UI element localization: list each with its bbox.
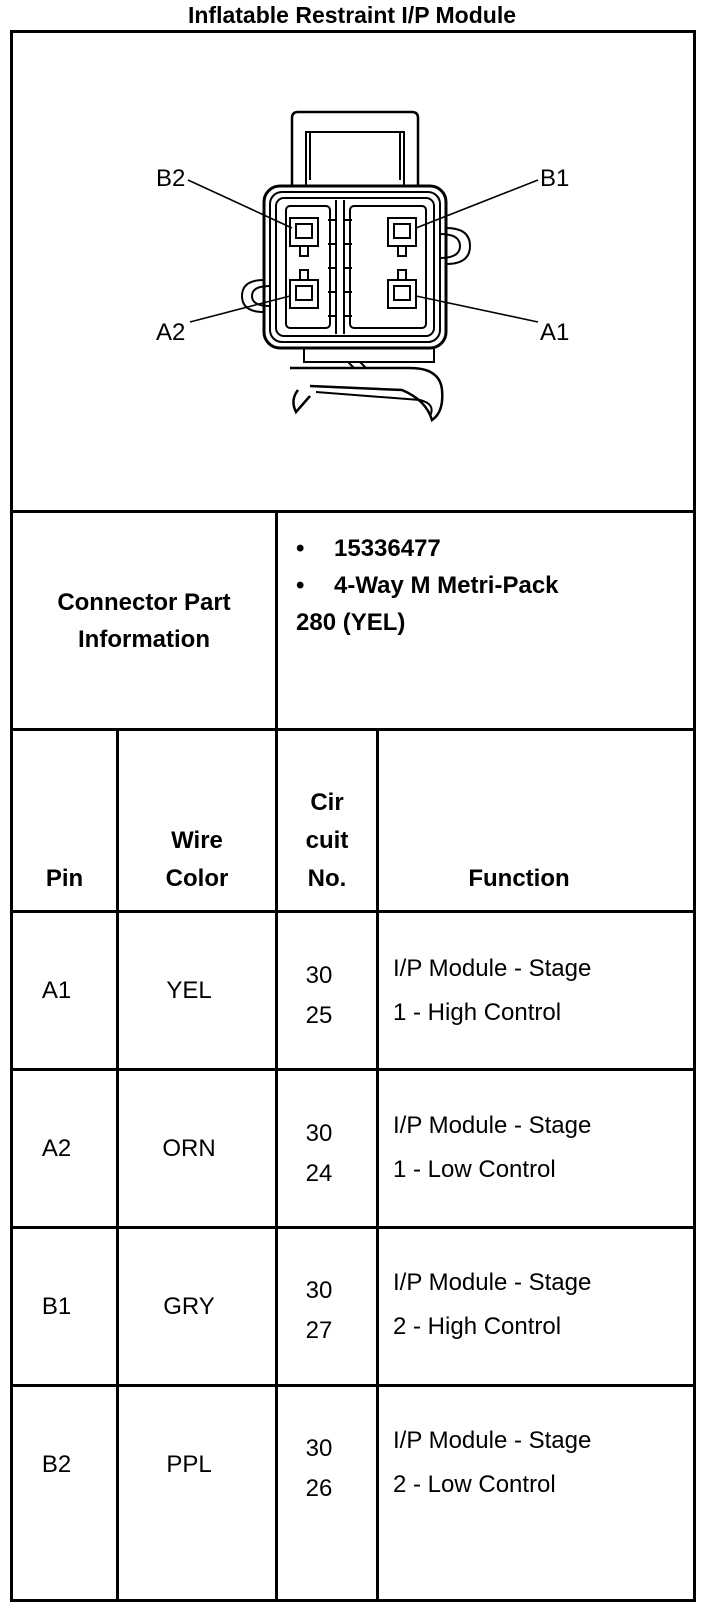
header-wire-line2: Color [165, 865, 229, 892]
connector-face-icon [140, 100, 600, 450]
header-circuit-line3: No. [307, 865, 347, 892]
connector-type-item [296, 567, 676, 604]
wire-color-cell: PPL [166, 1450, 212, 1478]
circuit-line1: 30 [305, 1277, 333, 1304]
function-cell [393, 947, 683, 1035]
connector-type-line2: 280 (YEL) [296, 609, 406, 636]
divider [10, 728, 696, 731]
wire-color-cell: GRY [163, 1292, 215, 1320]
connector-diagram [140, 100, 600, 450]
divider [10, 1226, 696, 1229]
circuit-line2: 26 [305, 1475, 333, 1502]
pin-cell: B1 [41, 1292, 72, 1320]
function-line2: 1 - High Control [393, 999, 562, 1026]
header-wire-line1: Wire [171, 827, 223, 854]
circuit-line2: 27 [305, 1317, 333, 1344]
connector-part-label [13, 513, 275, 728]
wire-color-cell: ORN [162, 1134, 216, 1162]
function-line1: I/P Module - Stage [393, 1427, 592, 1454]
divider [10, 1068, 696, 1071]
pin-cell: A2 [41, 1134, 72, 1162]
pin-cell: B2 [41, 1450, 72, 1478]
pin-label-b1: B1 [540, 165, 570, 192]
header-circuit-line1: Cir [310, 789, 344, 816]
pin-label-a1: A1 [540, 319, 570, 346]
header-circuit-line2: cuit [305, 827, 349, 854]
bullet-icon: • [296, 572, 305, 599]
header-function: Function [468, 865, 570, 892]
part-number: 15336477 [334, 535, 441, 562]
circuit-cell [278, 931, 360, 1061]
header-circuit-no [278, 784, 376, 898]
function-cell [393, 1419, 683, 1507]
function-line1: I/P Module - Stage [393, 1269, 592, 1296]
connector-part-label-line1: Connector Part [57, 588, 231, 616]
pin-label-a2: A2 [156, 319, 186, 346]
circuit-line1: 30 [305, 1435, 333, 1462]
circuit-line2: 24 [305, 1160, 333, 1187]
function-line2: 2 - Low Control [393, 1471, 556, 1498]
circuit-cell [278, 1404, 360, 1534]
bullet-icon: • [296, 535, 305, 562]
circuit-line2: 25 [305, 1002, 333, 1029]
function-cell [393, 1104, 683, 1192]
wire-color-cell: YEL [166, 976, 212, 1004]
circuit-cell [278, 1089, 360, 1219]
function-line2: 1 - Low Control [393, 1156, 556, 1183]
circuit-cell [278, 1246, 360, 1376]
function-cell [393, 1261, 683, 1349]
function-line2: 2 - High Control [393, 1313, 562, 1340]
pin-cell: A1 [41, 976, 72, 1004]
connector-type-line1: 4-Way M Metri-Pack [334, 572, 559, 599]
circuit-line1: 30 [305, 1120, 333, 1147]
connector-part-label-line2: Information [78, 625, 210, 653]
pin-label-b2: B2 [156, 165, 186, 192]
part-number-item [296, 530, 676, 567]
header-wire-color [119, 822, 275, 898]
divider [10, 1384, 696, 1387]
header-pin: Pin [45, 865, 84, 892]
page-title: Inflatable Restraint I/P Module [187, 2, 517, 28]
connector-part-values [296, 530, 676, 641]
function-line1: I/P Module - Stage [393, 1112, 592, 1139]
function-line1: I/P Module - Stage [393, 955, 592, 982]
divider [10, 910, 696, 913]
circuit-line1: 30 [305, 962, 333, 989]
